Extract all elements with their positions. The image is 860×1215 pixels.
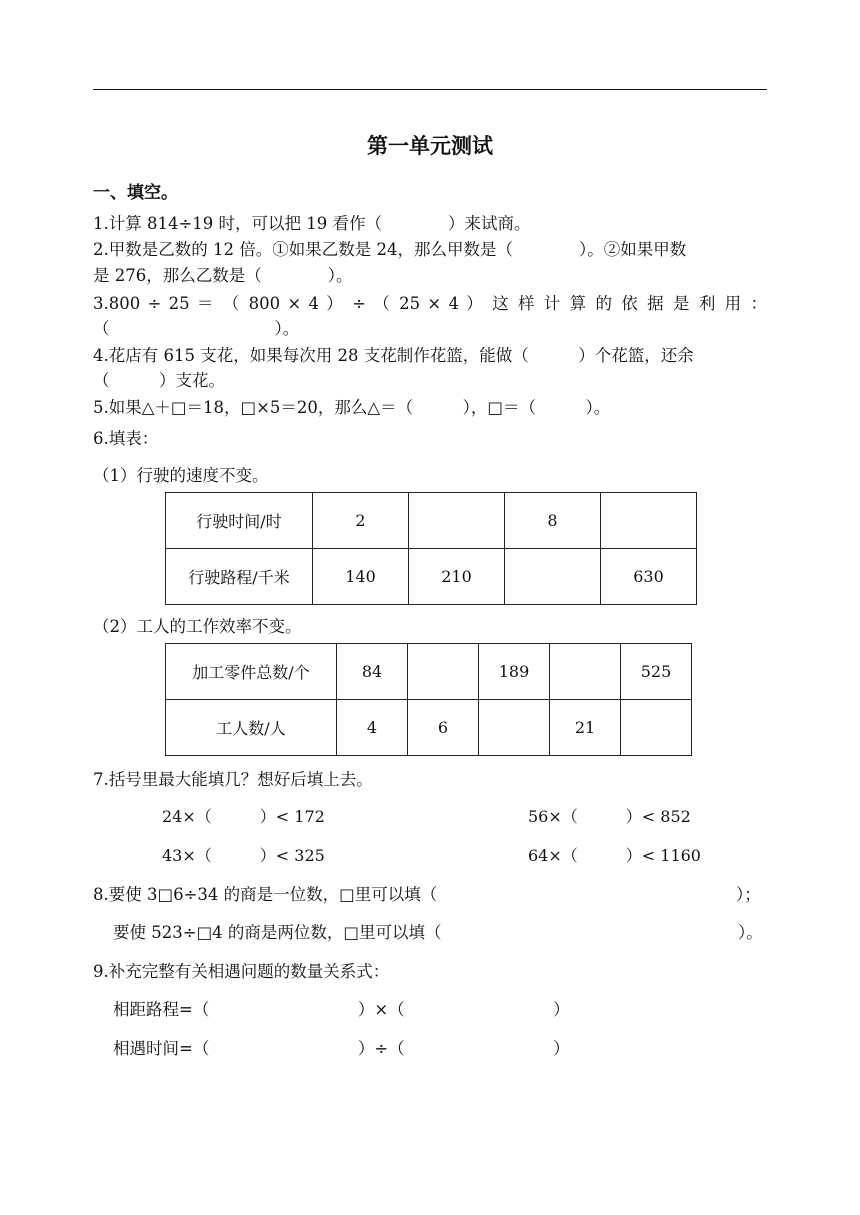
table-cell [408,644,479,700]
table-cell [550,644,621,700]
question-8-line-1: 8.要使 3□6÷34 的商是一位数，□里可以填（ [93,885,438,904]
table-cell [601,493,697,549]
table-cell: 21 [550,700,621,756]
table-cell: 6 [408,700,479,756]
table-cell: 2 [313,493,409,549]
question-9-formula-2: 相遇时间=（ ）÷（ ） [113,1039,570,1058]
question-4-line-2: （ ）支花。 [93,371,225,390]
question-1: 1.计算 814÷19 时，可以把 19 看作（ ）来试商。 [93,214,531,233]
inequality-item: 43×（ ）< 325 [162,846,325,865]
question-6-part-2: （2）工人的工作效率不变。 [93,617,302,636]
header-rule [93,89,767,90]
table-cell: 工人数/人 [166,700,337,756]
question-5: 5.如果△＋□＝18，□×5＝20，那么△＝（ ），□＝（ ）。 [93,398,611,417]
table-cell: 8 [505,493,601,549]
inequality-item: 64×（ ）< 1160 [528,846,701,865]
page-title: 第一单元测试 [367,133,493,158]
question-2-line-1: 2.甲数是乙数的 12 倍。①如果乙数是 24，那么甲数是（ ）。②如果甲数 [93,240,687,259]
table-cell: 525 [621,644,692,700]
table-cell [479,700,550,756]
question-9-formula-1: 相距路程=（ ）×（ ） [113,1000,570,1019]
inequality-item: 56×（ ）< 852 [528,807,691,826]
table-cell: 加工零件总数/个 [166,644,337,700]
question-2-line-2: 是 276，那么乙数是（ ）。 [93,266,353,285]
section-heading: 一、填空。 [93,183,178,203]
question-3-line-1: 3.800 ÷ 25 ＝ （ 800 × 4 ） ÷ （ 25 × 4 ） 这 样 计 算 的 依 据 是 利 用 ： [93,294,767,313]
table-cell: 189 [479,644,550,700]
table-cell: 210 [409,549,505,605]
question-3-line-2: （ ）。 [93,319,300,338]
question-6: 6.填表： [93,429,159,448]
table-cell: 630 [601,549,697,605]
efficiency-table [165,643,692,756]
question-6-part-1: （1）行驶的速度不变。 [93,466,269,485]
table-cell: 行驶时间/时 [166,493,313,549]
question-4-line-1: 4.花店有 615 支花，如果每次用 28 支花制作花篮，能做（ ）个花篮，还余 [93,346,694,365]
inequality-item: 24×（ ）< 172 [162,807,325,826]
table-cell: 140 [313,549,409,605]
question-7: 7.括号里最大能填几？想好后填上去。 [93,770,373,789]
table-cell [621,700,692,756]
question-8-line-2-end: ）。 [738,923,763,942]
question-8-line-1-end: ）； [736,885,761,904]
question-8-line-2: 要使 523÷□4 的商是两位数，□里可以填（ [113,923,442,942]
table-cell [409,493,505,549]
speed-table [165,492,697,605]
question-9: 9.补充完整有关相遇问题的数量关系式： [93,962,390,981]
table-cell: 行驶路程/千米 [166,549,313,605]
table-cell [505,549,601,605]
table-cell: 4 [337,700,408,756]
table-cell: 84 [337,644,408,700]
